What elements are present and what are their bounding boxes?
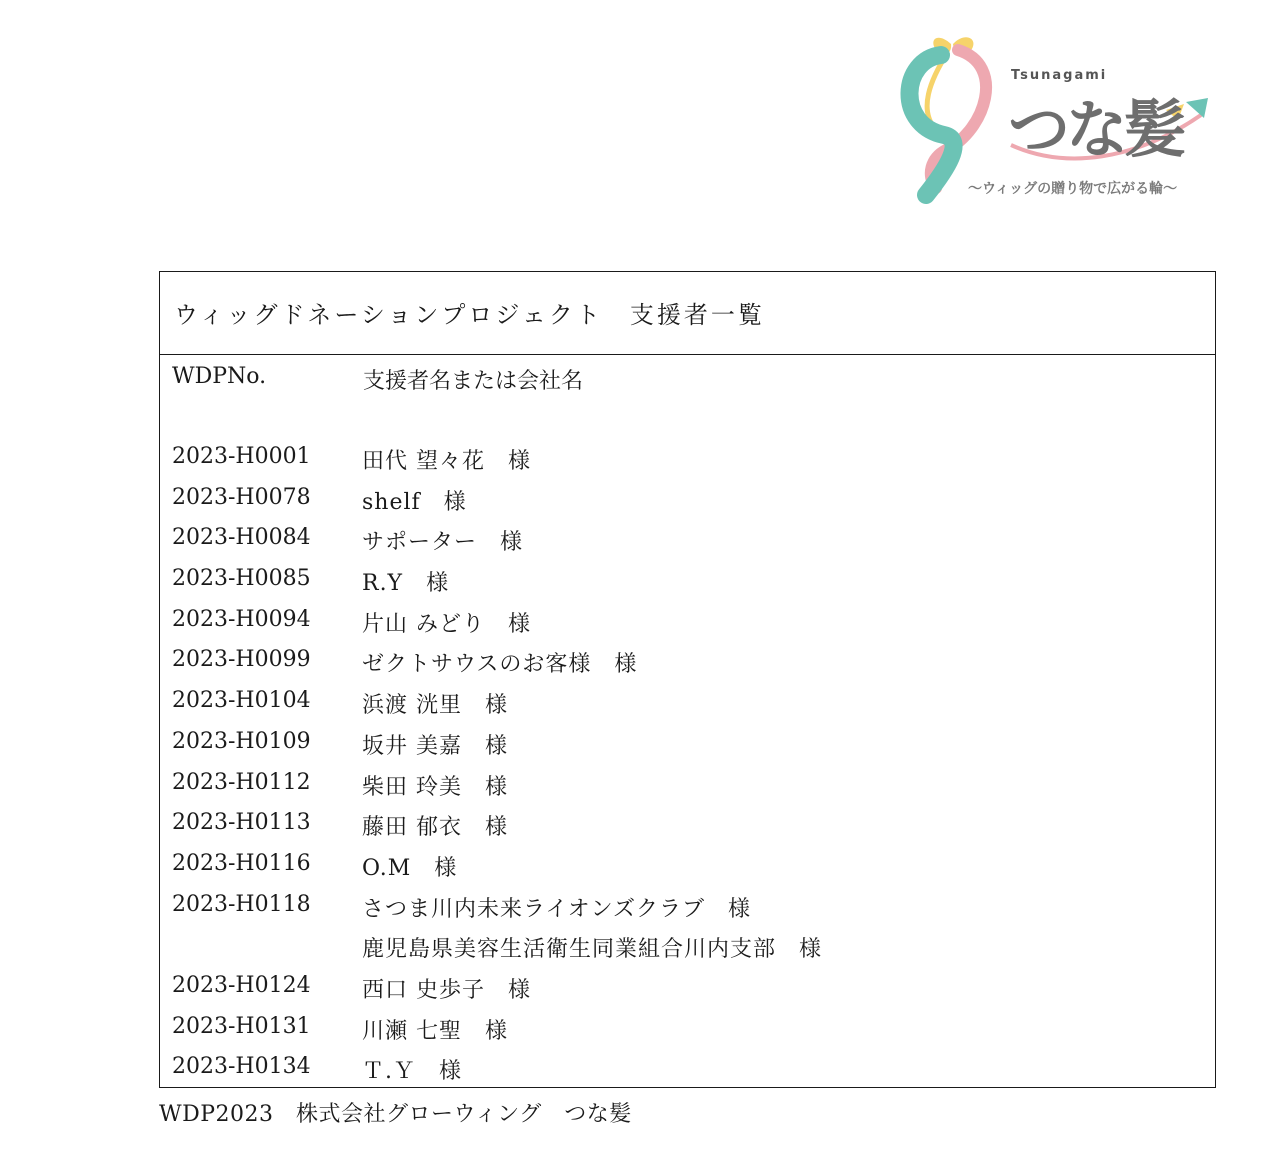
supporter-name: 藤田 郁衣 様 bbox=[362, 815, 508, 841]
list-item bbox=[172, 851, 1202, 892]
supporter-no: 2023-H0094 bbox=[172, 606, 311, 632]
list-item bbox=[172, 973, 1202, 1014]
supporter-no: 2023-H0112 bbox=[172, 769, 311, 795]
supporter-name: 浜渡 洸里 様 bbox=[362, 693, 508, 719]
supporter-no: 2023-H0131 bbox=[172, 1013, 311, 1039]
supporter-name: 鹿児島県美容生活衛生同業組合川内支部 様 bbox=[362, 937, 823, 963]
list-item bbox=[172, 892, 1202, 933]
logo-name: つな髪 bbox=[1008, 93, 1183, 166]
supporter-no: 2023-H0113 bbox=[172, 810, 311, 836]
supporter-no: 2023-H0104 bbox=[172, 688, 311, 714]
footer-text: WDP2023 株式会社グローウィング つな髪 bbox=[159, 1102, 632, 1127]
column-header-name: 支援者名または会社名 bbox=[363, 369, 584, 394]
supporter-no: 2023-H0116 bbox=[172, 850, 311, 876]
document-title: ウィッグドネーションプロジェクト 支援者一覧 bbox=[160, 272, 1215, 355]
list-item bbox=[172, 729, 1202, 770]
list-item bbox=[172, 566, 1202, 607]
list-item bbox=[172, 932, 1202, 973]
supporter-no: 2023-H0134 bbox=[172, 1054, 311, 1080]
supporter-name: shelf 様 bbox=[362, 489, 467, 515]
supporter-no: 2023-H0118 bbox=[172, 891, 311, 917]
supporter-name: 田代 望々花 様 bbox=[362, 449, 531, 474]
list-item bbox=[172, 525, 1202, 566]
supporter-no: 2023-H0084 bbox=[172, 525, 311, 551]
list-item bbox=[172, 444, 1202, 485]
supporter-name: 坂井 美嘉 様 bbox=[362, 733, 508, 759]
logo-romaji: Tsunagami bbox=[1011, 68, 1108, 83]
list-item bbox=[172, 688, 1202, 729]
supporter-name: Ｔ.Ｙ 様 bbox=[362, 1059, 462, 1085]
list-item bbox=[172, 485, 1202, 526]
supporter-no: 2023-H0078 bbox=[172, 484, 311, 510]
list-item bbox=[172, 647, 1202, 688]
supporter-name: サポーター 様 bbox=[362, 530, 524, 556]
supporter-no: 2023-H0124 bbox=[172, 972, 311, 998]
supporter-name: ゼクトサウスのお客様 様 bbox=[362, 652, 638, 678]
supporter-list-sheet bbox=[159, 271, 1216, 1088]
supporter-name: 川瀬 七聖 様 bbox=[362, 1018, 508, 1044]
supporter-no: 2023-H0109 bbox=[172, 728, 311, 754]
supporter-name: 西口 史歩子 様 bbox=[362, 977, 531, 1003]
logo-tagline: 〜ウィッグの贈り物で広がる輪〜 bbox=[968, 181, 1178, 197]
supporter-name: O.M 様 bbox=[362, 855, 458, 881]
supporter-name: さつま川内未来ライオンズクラブ 様 bbox=[362, 896, 752, 922]
column-header-no: WDPNo. bbox=[172, 364, 267, 389]
list-item bbox=[172, 1054, 1202, 1095]
list-item bbox=[172, 770, 1202, 811]
supporter-no: 2023-H0001 bbox=[172, 444, 311, 469]
list-item bbox=[172, 810, 1202, 851]
supporter-name: R.Y 様 bbox=[362, 571, 450, 597]
list-item bbox=[172, 607, 1202, 648]
tsunagami-logo bbox=[896, 30, 1226, 205]
supporter-no: 2023-H0099 bbox=[172, 647, 311, 673]
supporter-name: 柴田 玲美 様 bbox=[362, 774, 508, 800]
supporter-name: 片山 みどり 様 bbox=[362, 611, 531, 637]
list-item bbox=[172, 1014, 1202, 1055]
supporter-no: 2023-H0085 bbox=[172, 566, 311, 592]
supporter-list bbox=[172, 444, 1202, 1095]
